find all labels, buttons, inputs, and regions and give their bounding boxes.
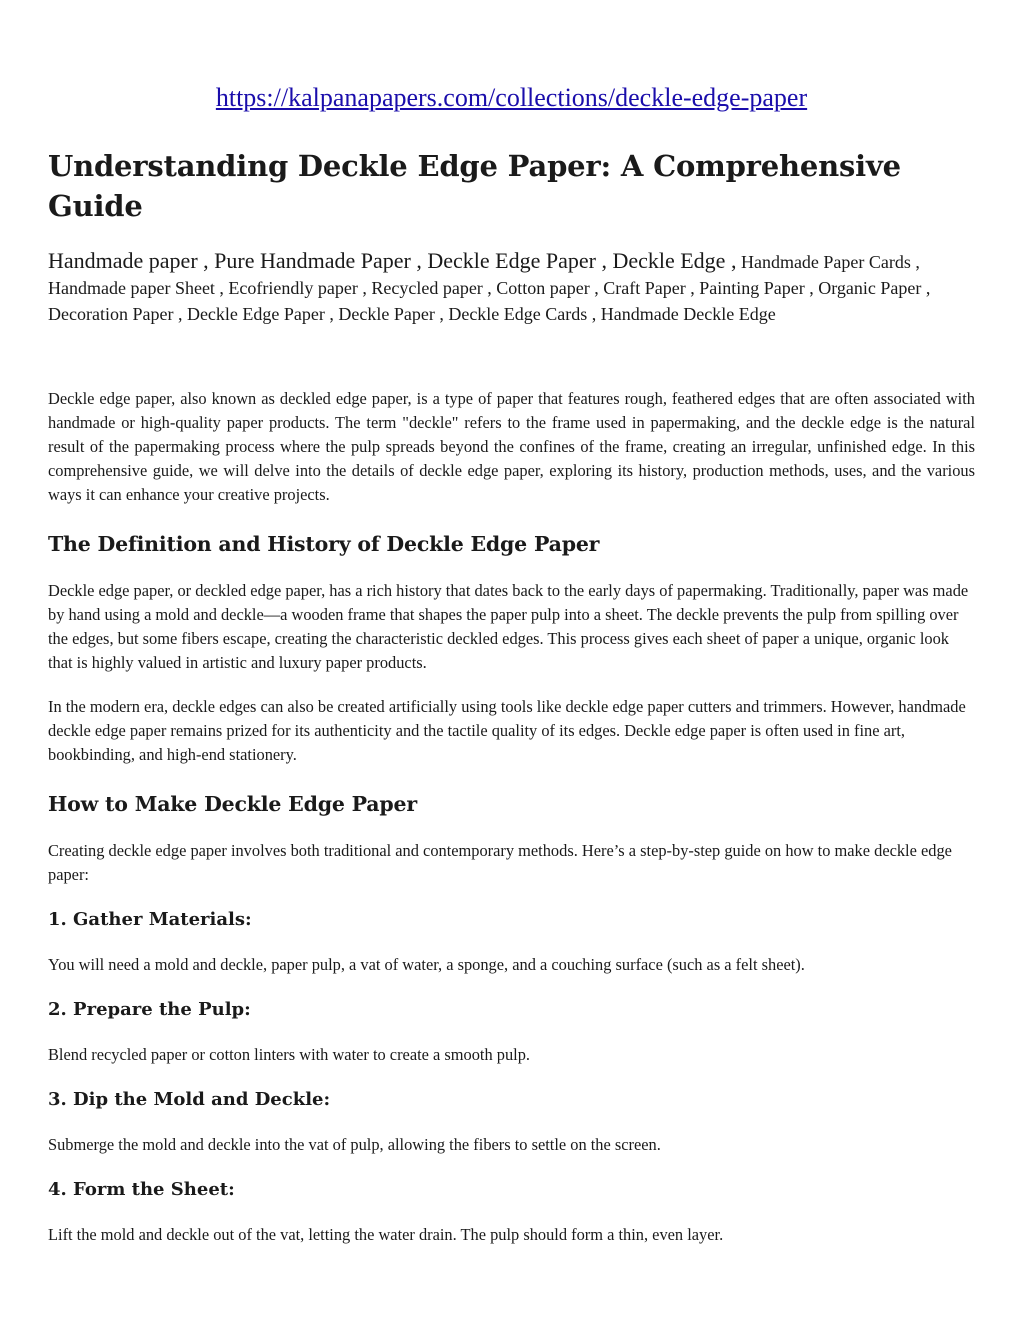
history-paragraph-2: In the modern era, deckle edges can also be created artificially using tools like deckle edge paper cutters and trimmers. However, handmade deckle edge paper remains prized for its authenticity and the tactile quality of its edges. Deckle edge paper is often used in fine art, bookbinding, and high-end stationery. [48,697,966,764]
step-heading-1: 1. Gather Materials: [48,909,252,930]
page-title: Understanding Deckle Edge Paper: A Comprehensive Guide [48,149,901,223]
step-text-3: Submerge the mold and deckle into the vat of pulp, allowing the fibers to settle on the screen. [48,1135,661,1154]
step-text-4: Lift the mold and deckle out of the vat, letting the water drain. The pulp should form a thin, even layer. [48,1225,724,1244]
history-paragraph-1: Deckle edge paper, or deckled edge paper, has a rich history that dates back to the early days of papermaking. Traditionally, paper was made by hand using a mold and deckle—a wooden frame that shapes the paper pulp into a sheet. The deckle prevents the pulp from spilling over the edges, but some fibers escape, creating the characteristic deckled edges. This process gives each sheet of paper a unique, organic look that is highly valued in artistic and luxury paper products. [48,581,969,672]
step-heading-2: 2. Prepare the Pulp: [48,999,251,1020]
how-to-paragraph: Creating deckle edge paper involves both traditional and contemporary methods. Here’s a step-by-step guide on how to make deckle edge paper: [48,841,952,884]
step-text-1: You will need a mold and deckle, paper pulp, a vat of water, a sponge, and a couching surface (such as a felt sheet). [48,955,805,974]
tags-small: Handmade Paper Cards , Handmade paper Sheet , Ecofriendly paper , Recycled paper , Cotton paper , Craft Paper , Painting Paper , Organic Paper , Decoration Paper , Deckle Edge Paper , Deckle Paper , Deckle Edge Cards , Handmade Deckle Edge [48,252,931,324]
section-heading-how-to: How to Make Deckle Edge Paper [48,792,417,816]
source-link[interactable]: https://kalpanapapers.com/collections/deckle-edge-paper [215,83,808,112]
step-heading-4: 4. Form the Sheet: [48,1179,235,1200]
intro-paragraph: Deckle edge paper, also known as deckled edge paper, is a type of paper that features rough, feathered edges that are often associated with handmade or high-quality paper products. The term "deckle" refers to the frame used in papermaking, and the deckle edge is the natural result of the papermaking process where the pulp spreads beyond the confines of the frame, creating an irregular, unfinished edge. In this comprehensive guide, we will delve into the details of deckle edge paper, exploring its history, production methods, uses, and the various ways it can enhance your creative projects. [48,389,975,504]
step-text-2: Blend recycled paper or cotton linters with water to create a smooth pulp. [48,1045,530,1064]
tag-list [48,248,975,327]
tags-large: Handmade paper , Pure Handmade Paper , Deckle Edge Paper , Deckle Edge , [48,248,737,273]
section-heading-history: The Definition and History of Deckle Edge Paper [48,532,600,556]
step-heading-3: 3. Dip the Mold and Deckle: [48,1089,331,1110]
